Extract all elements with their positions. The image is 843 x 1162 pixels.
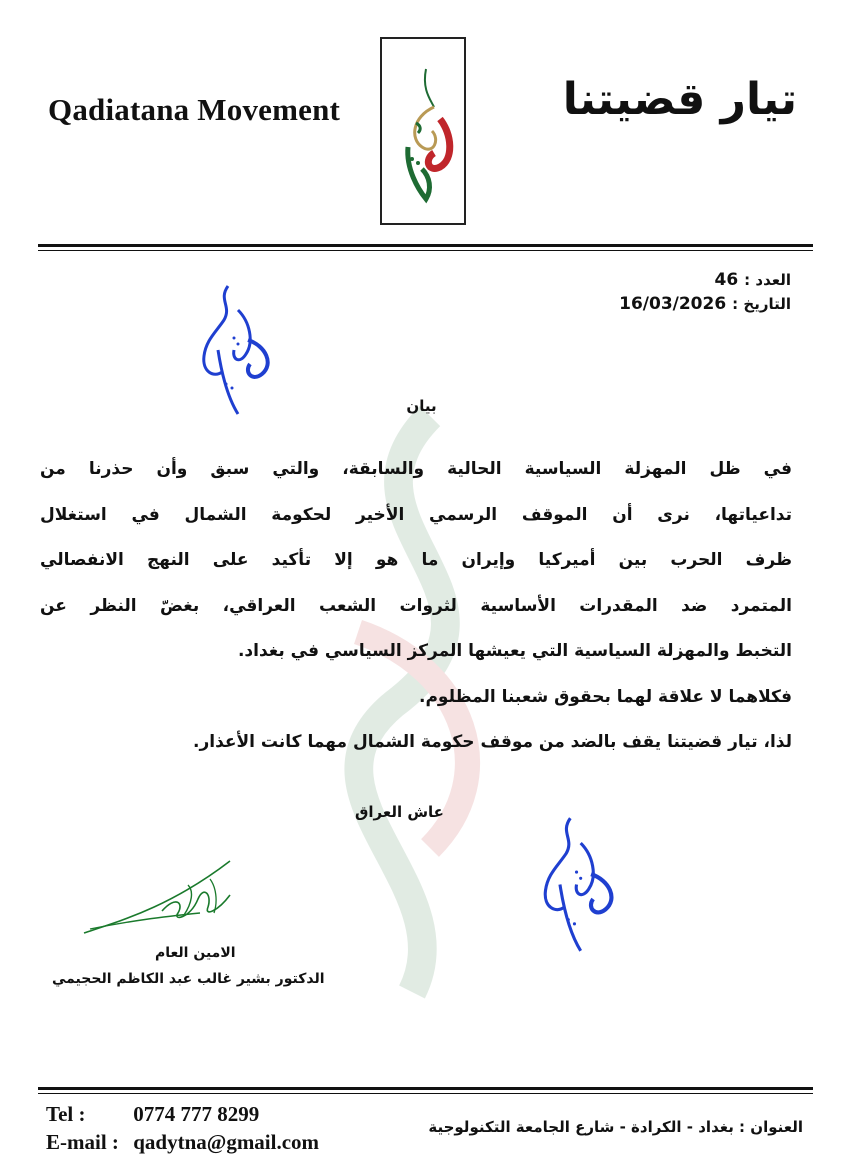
postal-address: العنوان : بغداد - الكرادة - شارع الجامعة التكنولوجية	[428, 1118, 803, 1136]
email-address: qadytna@gmail.com	[133, 1130, 320, 1154]
email-row	[46, 1128, 319, 1156]
signatory-name: الدكتور بشير غالب عبد الكاظم الحجيمي	[52, 971, 325, 987]
document-date: 16/03/2026	[619, 294, 727, 314]
statement-paragraph-2: فكلاهما لا علاقة لهما بحقوق شعبنا المظلوم.	[419, 686, 792, 707]
statement-line: التخبط والمهزلة السياسية التي يعيشها المركز السياسي في بغداد.	[237, 641, 792, 661]
email-label: E-mail :	[46, 1130, 119, 1154]
closing-slogan: عاش العراق	[355, 803, 444, 821]
document-date-label: التاريخ :	[732, 295, 791, 313]
document-number: 46	[714, 270, 739, 290]
document-date-row	[619, 292, 791, 316]
statement-line: المتمرد ضد المقدرات الأساسية لثروات الشعب العراقي، بغضّ النظر عن	[40, 595, 792, 616]
statement-body	[40, 447, 792, 766]
statement-line: تداعياتها، نرى أن الموقف الرسمي الأخير لحكومة الشمال في استغلال	[40, 504, 792, 525]
stamp-bottom	[528, 812, 623, 957]
organization-logo	[380, 37, 466, 225]
handwritten-signature	[80, 855, 240, 940]
organization-name-en: Qadiatana Movement	[48, 92, 341, 127]
telephone-number: 0774 777 8299	[133, 1102, 260, 1126]
statement-line: ظرف الحرب بين أميركيا وإيران ما هو إلا تأكيد على النهج الانفصالي	[40, 550, 792, 570]
statement-title: بيان	[406, 397, 437, 415]
header-divider-thin	[38, 250, 813, 251]
signatory-title: الامين العام	[155, 945, 236, 961]
statement-line: في ظل المهزلة السياسية الحالية والسابقة، والتي سبق وأن حذرنا من	[40, 459, 792, 479]
statement-paragraph-3: لذا، تيار قضيتنا يقف بالضد من موقف حكومة الشمال مهما كانت الأعذار.	[193, 732, 792, 752]
telephone-label: Tel :	[46, 1102, 86, 1126]
header-divider	[38, 244, 813, 247]
contact-info	[46, 1100, 319, 1156]
document-number-label: العدد :	[744, 271, 791, 289]
document-meta	[619, 268, 791, 316]
document-number-row	[619, 268, 791, 292]
footer-divider	[38, 1087, 813, 1090]
footer-divider-thin	[38, 1093, 813, 1094]
organization-name-ar: تيار قضيتنا	[562, 74, 797, 125]
telephone-row	[46, 1100, 319, 1128]
